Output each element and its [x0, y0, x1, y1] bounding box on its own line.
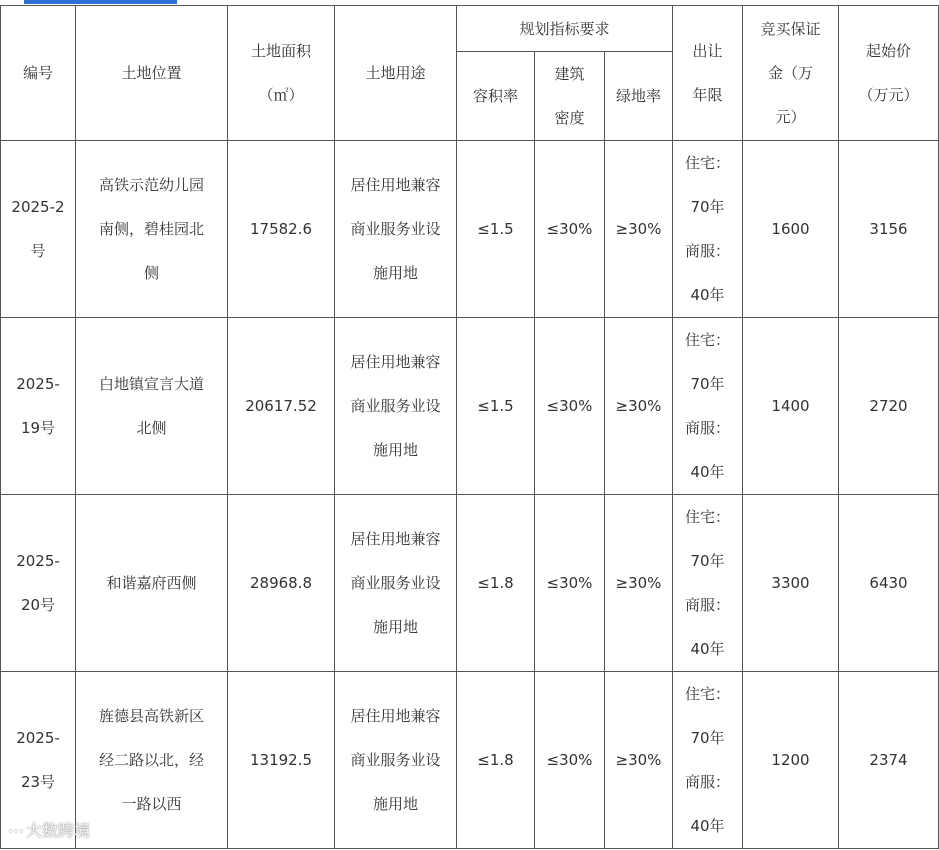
cell-density: ≤30% — [535, 672, 605, 849]
cell-area: 17582.6 — [228, 141, 335, 318]
cell-area: 13192.5 — [228, 672, 335, 849]
cell-number: 2025- 19号 — [1, 318, 76, 495]
cell-lease-term: 住宅： 70年 商服： 40年 — [673, 318, 743, 495]
cell-far: ≤1.8 — [457, 495, 535, 672]
cell-green-rate: ≥30% — [605, 141, 673, 318]
cell-density: ≤30% — [535, 318, 605, 495]
header-area: 土地面积 （㎡） — [228, 6, 335, 141]
cell-density: ≤30% — [535, 495, 605, 672]
cell-far: ≤1.5 — [457, 141, 535, 318]
cell-number: 2025- 23号 — [1, 672, 76, 849]
header-density: 建筑 密度 — [535, 52, 605, 141]
table-row — [1, 318, 939, 495]
cell-area: 20617.52 — [228, 318, 335, 495]
table-row — [1, 672, 939, 849]
table-row — [1, 141, 939, 318]
header-location: 土地位置 — [76, 6, 228, 141]
watermark — [8, 818, 90, 841]
header-lease-term: 出让 年限 — [673, 6, 743, 141]
cell-deposit: 3300 — [743, 495, 839, 672]
cell-usage: 居住用地兼容 商业服务业设 施用地 — [335, 495, 457, 672]
cell-green-rate: ≥30% — [605, 318, 673, 495]
cell-number: 2025- 20号 — [1, 495, 76, 672]
cell-start-price: 3156 — [839, 141, 939, 318]
cell-start-price: 2720 — [839, 318, 939, 495]
land-auction-table — [0, 5, 939, 849]
cell-density: ≤30% — [535, 141, 605, 318]
cell-deposit: 1600 — [743, 141, 839, 318]
watermark-text: 大数跨境 — [26, 821, 91, 840]
header-far: 容积率 — [457, 52, 535, 141]
cell-deposit: 1400 — [743, 318, 839, 495]
cell-green-rate: ≥30% — [605, 495, 673, 672]
header-row — [1, 6, 939, 52]
header-planning: 规划指标要求 — [457, 6, 673, 52]
cell-green-rate: ≥30% — [605, 672, 673, 849]
cell-lease-term: 住宅： 70年 商服： 40年 — [673, 141, 743, 318]
cell-lease-term: 住宅： 70年 商服： 40年 — [673, 672, 743, 849]
cell-location: 高铁示范幼儿园 南侧，碧桂园北 侧 — [76, 141, 228, 318]
header-deposit: 竞买保证 金（万 元） — [743, 6, 839, 141]
cell-number: 2025-2 号 — [1, 141, 76, 318]
cell-far: ≤1.5 — [457, 318, 535, 495]
header-usage: 土地用途 — [335, 6, 457, 141]
cell-location: 和谐嘉府西侧 — [76, 495, 228, 672]
cell-deposit: 1200 — [743, 672, 839, 849]
table-row — [1, 495, 939, 672]
cell-far: ≤1.8 — [457, 672, 535, 849]
header-green-rate: 绿地率 — [605, 52, 673, 141]
cell-location: 白地镇宣言大道 北侧 — [76, 318, 228, 495]
cell-start-price: 2374 — [839, 672, 939, 849]
cell-area: 28968.8 — [228, 495, 335, 672]
cell-usage: 居住用地兼容 商业服务业设 施用地 — [335, 672, 457, 849]
top-accent-bar — [24, 0, 177, 4]
header-start-price: 起始价 （万元） — [839, 6, 939, 141]
cell-start-price: 6430 — [839, 495, 939, 672]
header-number: 编号 — [1, 6, 76, 141]
ellipsis-icon: ⋯ — [8, 821, 24, 840]
cell-lease-term: 住宅： 70年 商服： 40年 — [673, 495, 743, 672]
cell-usage: 居住用地兼容 商业服务业设 施用地 — [335, 141, 457, 318]
cell-usage: 居住用地兼容 商业服务业设 施用地 — [335, 318, 457, 495]
cell-location: 旌德县高铁新区 经二路以北，经 一路以西 — [76, 672, 228, 849]
